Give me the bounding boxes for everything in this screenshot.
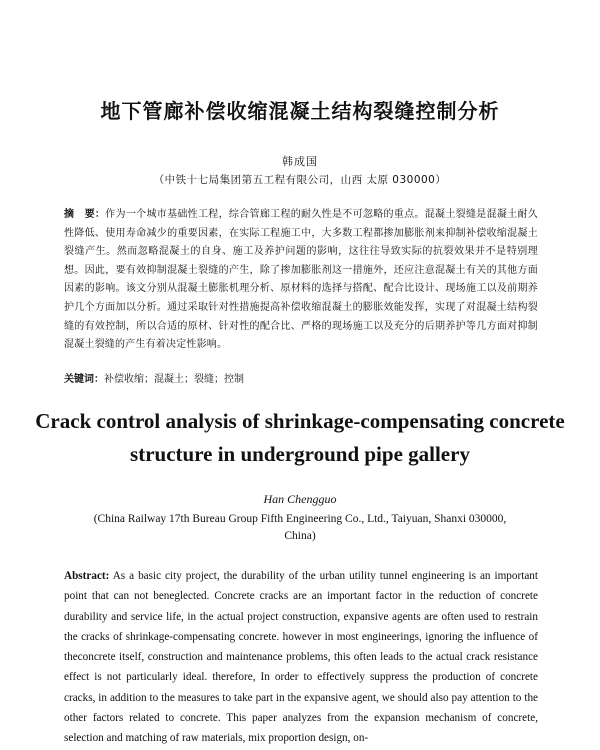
english-affiliation: (China Railway 17th Bureau Group Fifth Engineering Co., Ltd., Taiyuan, Shanxi 030000, China)	[93, 513, 507, 542]
chinese-abstract	[64, 206, 538, 355]
chinese-abstract-label: 摘 要：	[64, 209, 106, 220]
chinese-abstract-text: 作为一个城市基础性工程，综合管廊工程的耐久性是不可忽略的重点。混凝土裂缝是混凝土耐久性降低、使用寿命减少的重要因素，在实际工程施工中，大多数工程都掺加膨胀剂来抑制补偿收缩混凝土裂缝产生。然而忽略混凝土的自身、施工及养护问题的影响，这往往导致实际的抗裂效果并不是特别理想。因此，要有效抑制混凝土裂缝的产生，除了掺加膨胀剂这一措施外，还应注意混凝土有关的其他方面因素的影响。该文分别从混凝土膨胀机理分析、原材料的选择与搭配、配合比设计、现场施工以及前期养护几个方面加以分析。通过采取针对性措施提高补偿收缩混凝土的膨胀效能发挥，实现了对混凝土结构裂缝的有效控制，所以合适的原材、针对性的配合比、严格的现场施工以及充分的后期养护等几方面对抑制混凝土裂缝的产生有着决定性影响。	[64, 209, 538, 351]
english-abstract-label: Abstract:	[64, 570, 110, 582]
english-abstract-text: As a basic city project, the durability of the urban utility tunnel engineering is an important point that can not beneglected. Concrete cracks are an important factor in the reduction of concrete durability and service life, in the actual project construction, expansive agents are often used to restrain the cracks of shrinkage-compensating concrete. however in most engineerings, ignoring the influence of theconcrete itself, construction and maintenance problems, this often leads to the actual crack resistance effect is not particularly ideal. therefore, In order to effectively suppress the production of concrete cracks, in addition to the measures to take part in the expansive agent, we should also pay attention to the other factors related to concrete. This paper analyzes from the expansion mechanism of concrete, selection and matching of raw materials, mix proportion design, on-	[64, 570, 538, 745]
chinese-keywords-text: 补偿收缩；混凝土；裂缝；控制	[104, 374, 244, 385]
english-title: Crack control analysis of shrinkage-compensating concrete structure in underground pipe gallery	[35, 409, 565, 466]
chinese-keywords	[64, 370, 538, 385]
chinese-keywords-label: 关键词：	[64, 374, 104, 385]
chinese-title: 地下管廊补偿收缩混凝土结构裂缝控制分析	[100, 99, 500, 123]
chinese-affiliation: （中铁十七局集团第五工程有限公司，山西 太原 030000）	[153, 174, 447, 186]
english-abstract	[64, 566, 538, 749]
english-author: Han Chengguo	[263, 492, 337, 506]
chinese-author: 韩成国	[282, 155, 318, 168]
